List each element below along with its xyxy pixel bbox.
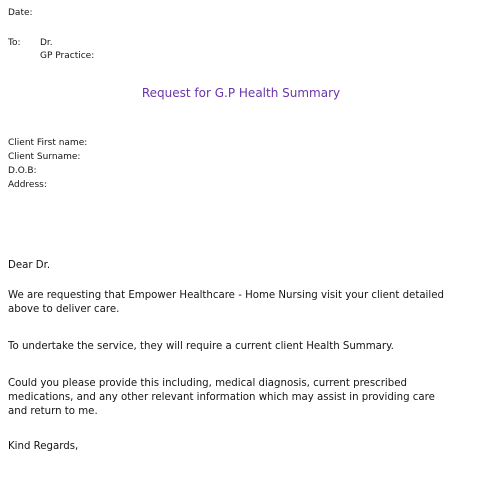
date-label: Date: (8, 8, 33, 18)
paragraph-line: Could you please provide this including, medical diagnosis, current prescribed (8, 378, 407, 389)
dob-label: D.O.B: (8, 166, 37, 176)
gp-practice-label: GP Practice: (40, 51, 95, 61)
paragraph-service (8, 340, 478, 354)
paragraph-provide (8, 377, 478, 419)
salutation-text: Dear Dr. (8, 260, 51, 271)
to-label: To: (8, 38, 21, 48)
salutation (8, 259, 478, 273)
paragraph-line: and return to me. (8, 406, 98, 417)
paragraph-request (8, 289, 478, 317)
client-first-name-label: Client First name: (8, 138, 88, 148)
paragraph-line: To undertake the service, they will require a current client Health Summary. (8, 341, 394, 352)
paragraph-line: We are requesting that Empower Healthcare - Home Nursing visit your client detailed (8, 290, 444, 301)
document-title: Request for G.P Health Summary (141, 86, 341, 100)
signoff (8, 440, 478, 454)
client-surname-label: Client Surname: (8, 152, 81, 162)
address-label: Address: (8, 180, 47, 190)
paragraph-line: above to deliver care. (8, 304, 120, 315)
paragraph-line: medications, and any other relevant information which may assist in providing care (8, 392, 435, 403)
signoff-text: Kind Regards, (8, 441, 79, 452)
doctor-label: Dr. (40, 38, 53, 48)
